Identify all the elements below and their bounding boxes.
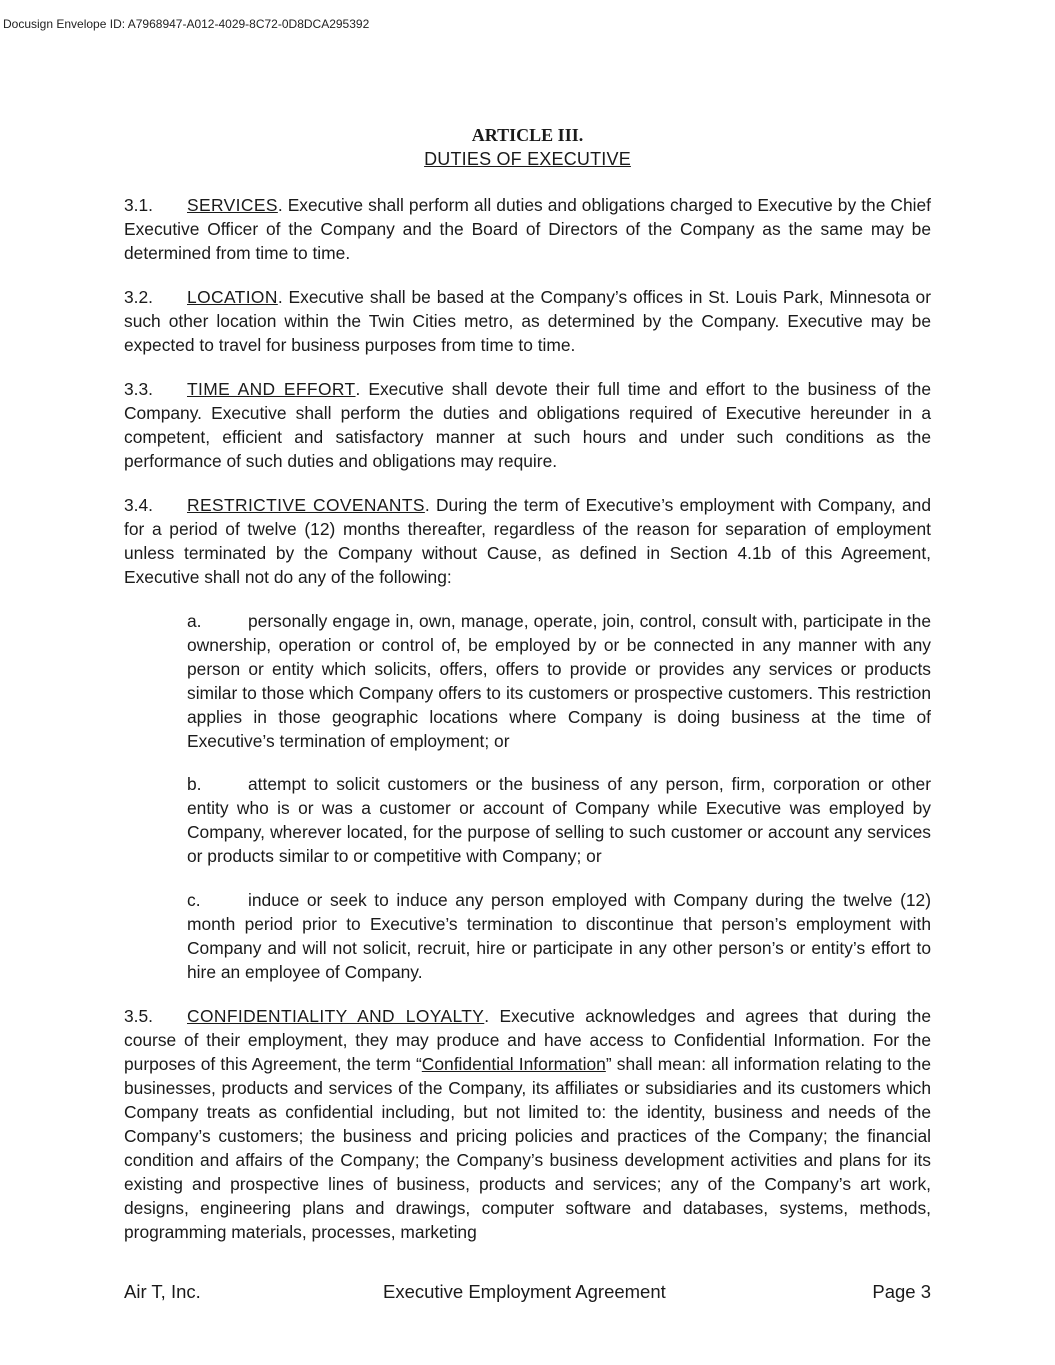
section-3-2 (124, 285, 931, 357)
section-3-3 (124, 377, 931, 473)
section-title: LOCATION (187, 287, 278, 307)
section-text: . Executive shall devote their full time and effort to the business of the Company. Executive shall perform the duties and obligations required of Executive hereunder in a competent, efficient and satisfactory manner at such hours and under such conditions as the performance of such duties and obligations may require. (124, 379, 932, 471)
section-number: 3.5. (124, 1006, 154, 1026)
section-number: 3.4. (124, 495, 154, 515)
section-number: 3.2. (124, 287, 154, 307)
item-text: attempt to solicit customers or the business of any person, firm, corporation or other entity who is or was a customer or account of Company while Executive was employed by Company, wherever located, for the purpose of selling to such customer or account any services or products similar to or competitive with Company; or (187, 774, 931, 866)
article-heading: ARTICLE III. (471, 125, 584, 145)
item-label: c. (187, 890, 201, 910)
section-title: SERVICES (187, 195, 278, 215)
covenant-item-c (187, 888, 931, 984)
section-title: RESTRICTIVE COVENANTS (187, 495, 425, 515)
footer-page-number: Page 3 (872, 1281, 931, 1302)
covenant-item-a (187, 609, 931, 753)
section-text: . Executive shall be based at the Company’s offices in St. Louis Park, Minnesota or such other location within the Twin Cities metro, as determined by the Company. Executive may be expected to travel for business purposes from time to time. (124, 287, 931, 355)
item-label: a. (187, 611, 202, 631)
docusign-envelope-id: Docusign Envelope ID: A7968947-A012-4029-8C72-0D8DCA295392 (3, 17, 370, 31)
item-text: personally engage in, own, manage, operate, join, control, consult with, participate in the ownership, operation or control of, be employed by or be connected in any manner with any person or entity which solicits, offers, offers to provide or provides any services or products similar to those which Company offers to its customers or prospective customers. This restriction applies in those geographic locations where Company is doing business at the time of Executive’s termination of employment; or (187, 611, 931, 751)
section-number: 3.3. (124, 379, 154, 399)
section-text: . Executive shall perform all duties and obligations charged to Executive by the Chief Executive Officer of the Company and the Board of Directors of the Company as the same may be determined from time to time. (124, 195, 931, 263)
section-3-5 (124, 1004, 931, 1244)
section-number: 3.1. (124, 195, 154, 215)
section-3-4 (124, 493, 931, 589)
covenant-item-b (187, 772, 931, 868)
footer-document-title: Executive Employment Agreement (383, 1281, 666, 1302)
section-text-continued: ” shall mean: all information relating to the businesses, products and services of the Company, its affiliates or subsidiaries and its customers which Company treats as confidential including, but not limited to: the identity, business and needs of the Company’s customers; the business and pricing policies and practices of the Company; the financial condition and affairs of the Company; the Company’s business development activities and plans for its existing and prospective lines of business, products and services; any of the Company’s art work, designs, engineering plans and drawings, computer software and databases, systems, methods, programming materials, processes, marketing (124, 1054, 932, 1242)
article-subtitle: DUTIES OF EXECUTIVE (424, 149, 631, 169)
section-text: . Executive acknowledges and agrees that during the course of their employment, they may produce and have access to Confidential Information. For the purposes of this Agreement, the term “ (124, 1006, 931, 1074)
section-title: CONFIDENTIALITY AND LOYALTY (187, 1006, 485, 1026)
section-text: . During the term of Executive’s employment with Company, and for a period of twelve (12) months thereafter, regardless of the reason for separation of employment unless terminated by the Company without Cause, as defined in Section 4.1b of this Agreement, Executive shall not do any of the following: (124, 495, 931, 587)
item-label: b. (187, 774, 202, 794)
item-text: induce or seek to induce any person employed with Company during the twelve (12) month period prior to Executive’s termination to discontinue that person’s employment with Company and will not solicit, recruit, hire or participate in any other person’s or entity’s effort to hire an employee of Company. (187, 890, 931, 982)
section-title: TIME AND EFFORT (187, 379, 356, 399)
section-3-1 (124, 193, 931, 265)
footer-company: Air T, Inc. (124, 1281, 201, 1302)
defined-term: Confidential Information (421, 1054, 606, 1074)
